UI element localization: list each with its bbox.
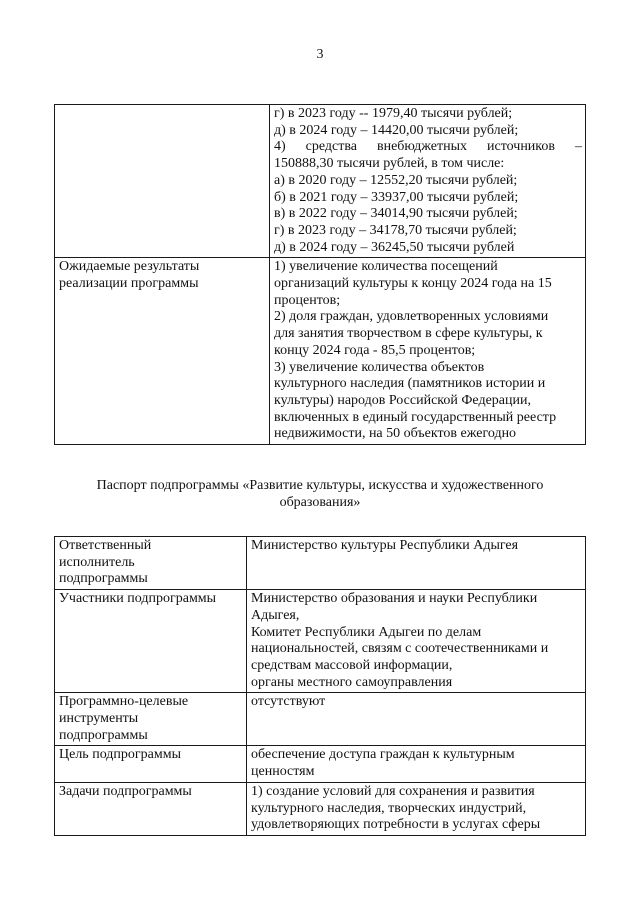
subprogram-passport-title bbox=[60, 477, 580, 511]
results-line: 3) увеличение количества объектов bbox=[274, 359, 485, 375]
row-label-line: Цель подпрограммы bbox=[59, 747, 181, 763]
results-line: 1) увеличение количества посещений bbox=[274, 259, 498, 275]
row-value-line: 1) создание условий для сохранения и развития bbox=[251, 783, 535, 799]
results-label-line: Ожидаемые результаты bbox=[59, 259, 200, 275]
program-passport-table bbox=[54, 104, 586, 445]
row-value-cell bbox=[247, 590, 586, 693]
results-line: для занятия творчеством в сфере культуры, к bbox=[274, 326, 543, 342]
row-value-line: национальностей, связям с соотечественниками и bbox=[251, 641, 549, 657]
row-value-line: ценностям bbox=[251, 764, 315, 780]
results-label-line: реализации программы bbox=[59, 276, 199, 292]
page-number: 3 bbox=[316, 47, 324, 62]
row-label-cell bbox=[55, 782, 247, 835]
extrabudget-heading-part: 4) bbox=[274, 139, 286, 155]
results-line: 2) доля граждан, удовлетворенных условиями bbox=[274, 309, 549, 325]
row-value-line: органы местного самоуправления bbox=[251, 674, 453, 690]
table-row bbox=[55, 693, 586, 746]
row-label-line: Программно-целевые bbox=[59, 694, 189, 710]
table-row bbox=[55, 782, 586, 835]
funding-line: г) в 2023 году – 34178,70 тысячи рублей; bbox=[274, 222, 517, 238]
funding-row bbox=[55, 105, 586, 258]
funding-value-cell bbox=[270, 105, 586, 258]
row-label-line: Участники подпрограммы bbox=[59, 591, 217, 607]
row-value-line: обеспечение доступа граждан к культурным bbox=[251, 747, 515, 763]
subprogram-passport-table bbox=[54, 536, 586, 836]
funding-line: д) в 2024 году – 14420,00 тысячи рублей; bbox=[274, 122, 519, 138]
row-value-line: Министерство культуры Республики Адыгея bbox=[251, 538, 519, 553]
funding-label-cell bbox=[55, 105, 270, 258]
results-line: включенных в единый государственный реестр bbox=[274, 409, 557, 425]
results-line: культурного наследия (памятников истории и bbox=[274, 376, 546, 392]
table-row bbox=[55, 746, 586, 782]
table-row bbox=[55, 537, 586, 590]
extrabudget-heading-part: средства bbox=[305, 139, 357, 155]
results-line: культуры) народов Российской Федерации, bbox=[274, 392, 531, 408]
row-label-line: исполнитель bbox=[59, 554, 135, 570]
row-value-cell bbox=[247, 782, 586, 835]
row-label-line: инструменты bbox=[59, 711, 139, 727]
results-label-cell bbox=[55, 258, 270, 445]
results-line: организаций культуры к концу 2024 года на 15 bbox=[274, 276, 552, 292]
row-label-cell bbox=[55, 537, 247, 590]
funding-line: г) в 2023 году -- 1979,40 тысячи рублей; bbox=[274, 106, 513, 121]
subprogram-title-line: Паспорт подпрограммы «Развитие культуры, искусства и художественного bbox=[96, 478, 544, 493]
row-label-line: подпрограммы bbox=[59, 727, 148, 743]
row-value-line: средствам массовой информации, bbox=[251, 657, 453, 673]
funding-line: д) в 2024 году – 36245,50 тысячи рублей bbox=[274, 239, 515, 255]
row-label-cell bbox=[55, 693, 247, 746]
row-value-cell bbox=[247, 746, 586, 782]
extrabudget-heading-part: источников bbox=[487, 139, 556, 155]
row-value-line: Адыгея, bbox=[251, 607, 300, 623]
results-row bbox=[55, 258, 586, 445]
results-line: процентов; bbox=[274, 292, 341, 308]
row-label-line: подпрограммы bbox=[59, 571, 148, 587]
row-label-cell bbox=[55, 590, 247, 693]
row-value-line: Министерство образования и науки Республики bbox=[251, 591, 538, 607]
extrabudget-heading bbox=[274, 139, 582, 156]
row-value-line: Комитет Республики Адыгеи по делам bbox=[251, 624, 482, 640]
extrabudget-heading-part: – bbox=[575, 139, 582, 155]
row-value-line: отсутствуют bbox=[251, 694, 326, 710]
table-row bbox=[55, 590, 586, 693]
row-label-line: Задачи подпрограммы bbox=[59, 783, 192, 799]
row-value-line: удовлетворяющих потребности в услугах сферы bbox=[251, 817, 541, 833]
row-value-cell bbox=[247, 537, 586, 590]
results-value-cell bbox=[270, 258, 586, 445]
extrabudget-heading-part: внебюджетных bbox=[376, 139, 468, 155]
funding-line: в) в 2022 году – 34014,90 тысячи рублей; bbox=[274, 206, 518, 222]
row-value-cell bbox=[247, 693, 586, 746]
row-label-cell bbox=[55, 746, 247, 782]
subprogram-title-line: образования» bbox=[279, 495, 361, 510]
row-value-line: культурного наследия, творческих индустрий, bbox=[251, 800, 527, 816]
results-line: концу 2024 года - 85,5 процентов; bbox=[274, 342, 476, 358]
results-line: недвижимости, на 50 объектов ежегодно bbox=[274, 426, 517, 442]
row-label-line: Ответственный bbox=[59, 538, 152, 553]
funding-line: 150888,30 тысячи рублей, в том числе: bbox=[274, 156, 505, 172]
funding-line: а) в 2020 году – 12552,20 тысячи рублей; bbox=[274, 172, 518, 188]
funding-line: б) в 2021 году – 33937,00 тысячи рублей; bbox=[274, 189, 519, 205]
